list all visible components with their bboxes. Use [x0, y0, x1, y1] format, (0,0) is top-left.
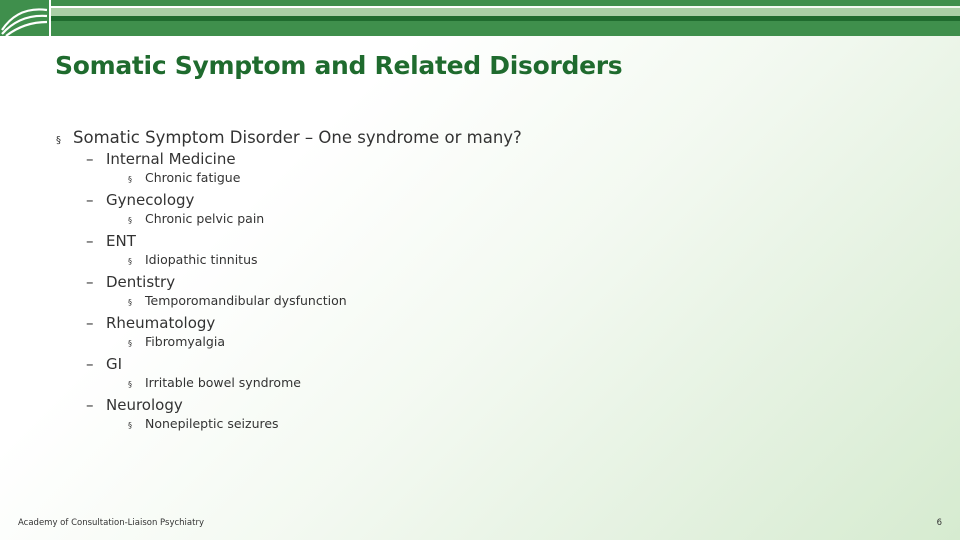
sub-bullet-marker: §: [128, 175, 132, 184]
condition-label: Chronic pelvic pain: [145, 211, 265, 226]
specialty-label: Rheumatology: [106, 314, 216, 332]
condition-label: Fibromyalgia: [145, 334, 225, 349]
header-band-light: [51, 8, 960, 16]
dash-marker: –: [86, 314, 94, 332]
specialty-item: [86, 191, 916, 211]
specialty-item: [86, 314, 916, 334]
condition-label: Idiopathic tinnitus: [145, 252, 258, 267]
specialty-label: Gynecology: [106, 191, 195, 209]
condition-item: [128, 375, 916, 396]
page-number: 6: [936, 518, 942, 528]
condition-label: Chronic fatigue: [145, 170, 241, 185]
dash-marker: –: [86, 273, 94, 291]
dash-marker: –: [86, 396, 94, 414]
specialty-item: [86, 232, 916, 252]
dash-marker: –: [86, 191, 94, 209]
condition-item: [128, 293, 916, 314]
sub-bullet-marker: §: [128, 257, 132, 266]
condition-item: [128, 211, 916, 232]
bullet-text: Somatic Symptom Disorder – One syndrome or many?: [73, 128, 522, 147]
bullet-level-1: [56, 128, 916, 150]
header-band-top: [51, 0, 960, 6]
header-band-bottom: [51, 21, 960, 36]
specialty-list: [56, 150, 916, 437]
dash-marker: –: [86, 232, 94, 250]
sub-bullet-marker: §: [128, 380, 132, 389]
condition-item: [128, 416, 916, 437]
slide-title: Somatic Symptom and Related Disorders: [55, 51, 623, 80]
sub-bullet-marker: §: [128, 216, 132, 225]
footer-organization: Academy of Consultation-Liaison Psychiatry: [18, 518, 204, 528]
specialty-label: GI: [106, 355, 123, 373]
condition-label: Temporomandibular dysfunction: [145, 293, 347, 308]
condition-label: Nonepileptic seizures: [145, 416, 279, 431]
academy-logo-icon: [0, 0, 49, 36]
condition-item: [128, 170, 916, 191]
specialty-label: Neurology: [106, 396, 183, 414]
sub-bullet-marker: §: [128, 339, 132, 348]
specialty-label: ENT: [106, 232, 136, 250]
dash-marker: –: [86, 150, 94, 168]
specialty-label: Dentistry: [106, 273, 176, 291]
slide-content: [56, 128, 916, 437]
specialty-item: [86, 150, 916, 170]
condition-item: [128, 252, 916, 273]
dash-marker: –: [86, 355, 94, 373]
specialty-item: [86, 273, 916, 293]
specialty-label: Internal Medicine: [106, 150, 236, 168]
specialty-item: [86, 396, 916, 416]
bullet-marker: §: [56, 135, 61, 146]
sub-bullet-marker: §: [128, 298, 132, 307]
condition-label: Irritable bowel syndrome: [145, 375, 301, 390]
sub-bullet-marker: §: [128, 421, 132, 430]
specialty-item: [86, 355, 916, 375]
condition-item: [128, 334, 916, 355]
